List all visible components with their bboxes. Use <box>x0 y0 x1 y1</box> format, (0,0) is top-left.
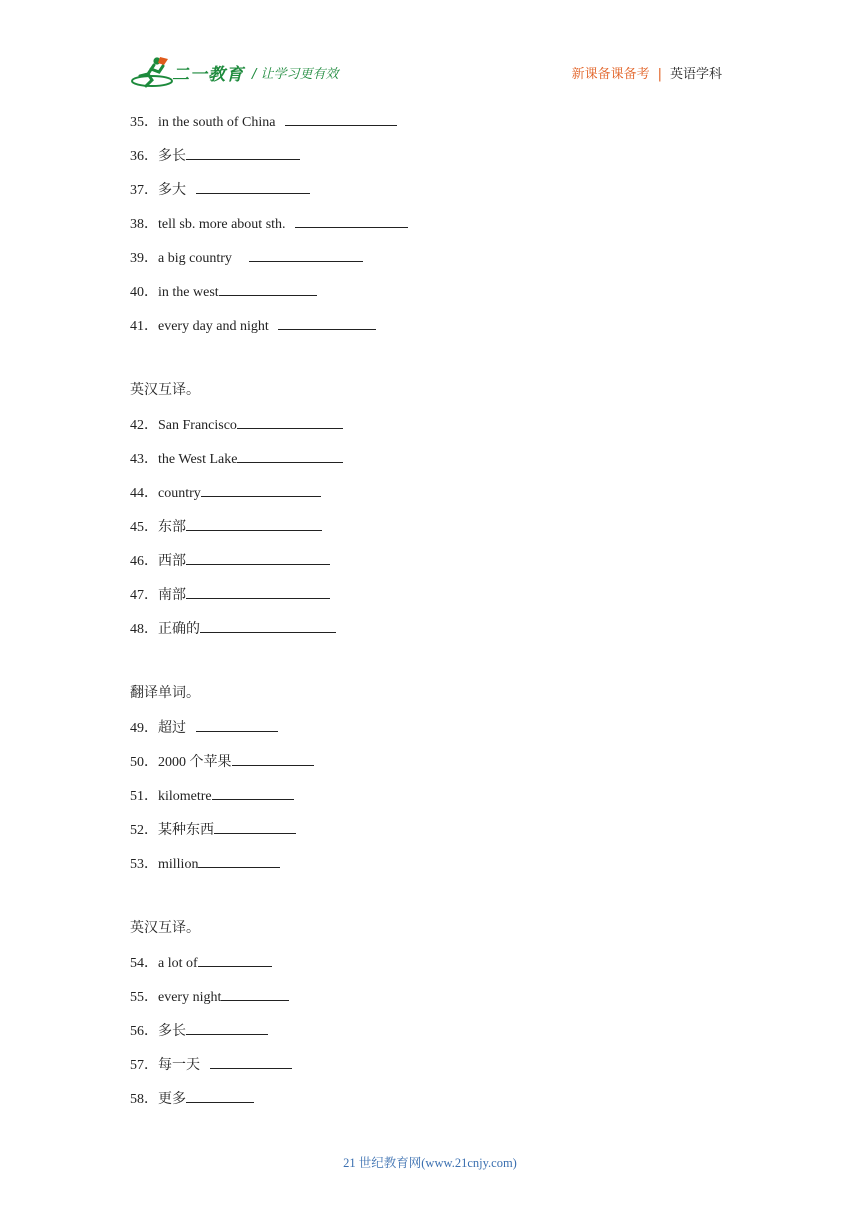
item-number: 52． <box>130 823 158 838</box>
exercise-item <box>130 751 730 785</box>
answer-blank[interactable] <box>186 516 322 531</box>
item-prompt: 南部 <box>158 588 186 603</box>
item-prompt: tell sb. more about sth. <box>158 217 290 232</box>
page-header <box>0 0 860 100</box>
item-prompt: every day and night <box>158 319 273 334</box>
item-number: 36． <box>130 149 158 164</box>
exercise-item <box>130 952 730 986</box>
slogan: / 让学习更有效 <box>252 67 339 82</box>
answer-blank[interactable] <box>278 315 376 330</box>
exercise-item <box>130 550 730 584</box>
exercise-item <box>130 145 730 179</box>
item-number: 37． <box>130 183 158 198</box>
answer-blank[interactable] <box>201 482 321 497</box>
item-number: 51． <box>130 789 158 804</box>
exercise-item <box>130 315 730 349</box>
section-spacer <box>130 887 730 918</box>
answer-blank[interactable] <box>249 247 363 262</box>
exercise-item <box>130 986 730 1020</box>
header-subject <box>572 63 722 82</box>
item-number: 53． <box>130 857 158 872</box>
answer-blank[interactable] <box>196 179 310 194</box>
answer-blank[interactable] <box>237 448 343 463</box>
item-number: 58． <box>130 1092 158 1107</box>
item-prompt: 多长 <box>158 1024 186 1039</box>
section-title: 翻译单词。 <box>130 686 200 701</box>
header-separator: | <box>657 67 662 82</box>
answer-blank[interactable] <box>210 1054 292 1069</box>
item-prompt: San Francisco <box>158 418 237 433</box>
item-number: 46． <box>130 554 158 569</box>
exercise-item <box>130 516 730 550</box>
exercise-item <box>130 853 730 887</box>
exercise-item <box>130 414 730 448</box>
answer-blank[interactable] <box>295 213 408 228</box>
exercise-item <box>130 179 730 213</box>
answer-blank[interactable] <box>186 550 330 565</box>
header-subject-label: 英语学科 <box>669 67 722 82</box>
exercise-item <box>130 785 730 819</box>
exercise-item <box>130 247 730 281</box>
item-number: 42． <box>130 418 158 433</box>
item-number: 39． <box>130 251 158 266</box>
answer-blank[interactable] <box>196 717 278 732</box>
exercise-item <box>130 1088 730 1122</box>
answer-blank[interactable] <box>232 751 314 766</box>
answer-blank[interactable] <box>186 1088 254 1103</box>
answer-blank[interactable] <box>186 584 330 599</box>
header-course-label: 新课备课备考 <box>571 67 650 82</box>
item-prompt: the West Lake <box>158 452 238 467</box>
exercise-item <box>130 281 730 315</box>
exercise-item <box>130 111 730 145</box>
answer-blank[interactable] <box>186 145 300 160</box>
answer-blank[interactable] <box>212 785 294 800</box>
exercise-content <box>130 111 730 1122</box>
item-prompt: 2000 个苹果 <box>158 755 232 770</box>
item-prompt: a lot of <box>158 956 198 971</box>
answer-blank[interactable] <box>214 819 296 834</box>
page-footer: 21 世纪教育网(www.21cnjy.com) <box>343 1156 517 1170</box>
section-spacer <box>130 652 730 683</box>
item-number: 40． <box>130 285 158 300</box>
item-number: 55． <box>130 990 158 1005</box>
section-title: 英汉互译。 <box>130 383 200 398</box>
exercise-item <box>130 618 730 652</box>
item-number: 54． <box>130 956 158 971</box>
item-prompt: in the south of China <box>158 115 279 130</box>
answer-blank[interactable] <box>198 853 280 868</box>
exercise-item <box>130 213 730 247</box>
item-number: 47． <box>130 588 158 603</box>
exercise-item <box>130 584 730 618</box>
item-number: 44． <box>130 486 158 501</box>
item-prompt: 超过 <box>158 721 190 736</box>
section-title: 英汉互译。 <box>130 921 200 936</box>
item-number: 35． <box>130 115 158 130</box>
answer-blank[interactable] <box>186 1020 268 1035</box>
item-prompt: a big country <box>158 251 236 266</box>
answer-blank[interactable] <box>219 281 317 296</box>
exercise-item <box>130 482 730 516</box>
exercise-item <box>130 1020 730 1054</box>
answer-blank[interactable] <box>221 986 289 1001</box>
answer-blank[interactable] <box>237 414 343 429</box>
item-number: 56． <box>130 1024 158 1039</box>
item-prompt: every night <box>158 990 222 1005</box>
exercise-item <box>130 448 730 482</box>
item-prompt: 正确的 <box>158 622 200 637</box>
item-prompt: 多长 <box>158 149 186 164</box>
item-prompt: 西部 <box>158 554 186 569</box>
item-prompt: 某种东西 <box>158 823 214 838</box>
item-prompt: 东部 <box>158 520 186 535</box>
item-prompt: country <box>158 486 201 501</box>
item-prompt: 每一天 <box>158 1058 204 1073</box>
item-prompt: in the west <box>158 285 219 300</box>
item-number: 50． <box>130 755 158 770</box>
item-number: 38． <box>130 217 158 232</box>
item-prompt: million <box>158 857 199 872</box>
exercise-item <box>130 1054 730 1088</box>
answer-blank[interactable] <box>285 111 397 126</box>
logo-text: 二一教育 <box>172 65 244 85</box>
exercise-item <box>130 717 730 751</box>
item-number: 49． <box>130 721 158 736</box>
item-number: 57． <box>130 1058 158 1073</box>
answer-blank[interactable] <box>198 952 272 967</box>
item-prompt: kilometre <box>158 789 212 804</box>
item-prompt: 多大 <box>158 183 190 198</box>
section-spacer <box>130 349 730 380</box>
item-number: 41． <box>130 319 158 334</box>
item-prompt: 更多 <box>158 1092 186 1107</box>
item-number: 45． <box>130 520 158 535</box>
answer-blank[interactable] <box>200 618 336 633</box>
item-number: 43． <box>130 452 158 467</box>
exercise-item <box>130 819 730 853</box>
item-number: 48． <box>130 622 158 637</box>
